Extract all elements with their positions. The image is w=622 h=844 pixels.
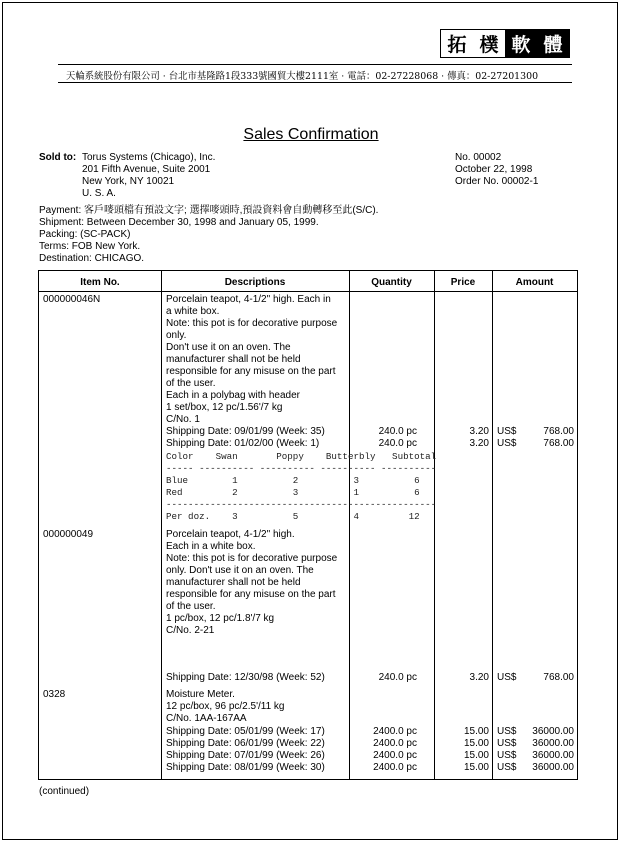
- quantity: 2400.0 pc: [373, 750, 417, 761]
- payment-terms: Payment: 客戶嘜頭檔有預設文字; 選擇嘜頭時,預設資料會自動轉移至此(S/C).: [39, 205, 379, 216]
- table-col-line: [161, 270, 162, 779]
- item-desc-line: 1 set/box, 12 pc/1.56'/7 kg: [166, 402, 283, 413]
- amount: 768.00: [543, 426, 574, 437]
- item-desc-line: of the user.: [166, 601, 216, 612]
- doc-date: October 22, 1998: [455, 164, 533, 175]
- item-desc-line: responsible for any misuse on the part: [166, 366, 336, 377]
- sold-to-line: New York, NY 10021: [82, 176, 175, 187]
- item-desc-line: Each in a polybag with header: [166, 390, 300, 401]
- assortment-row: Blue 1 2 3 6: [166, 475, 420, 486]
- assortment-separator: ----- ---------- ---------- ---------- ----------: [166, 463, 437, 474]
- currency: US$: [497, 426, 517, 437]
- destination: Destination: CHICAGO.: [39, 253, 145, 264]
- item-desc-line: Porcelain teapot, 4-1/2" high. Each in: [166, 294, 331, 305]
- price: 15.00: [463, 726, 489, 737]
- item-number: 000000049: [43, 529, 94, 540]
- item-desc-line: Porcelain teapot, 4-1/2" high.: [166, 529, 295, 540]
- sold-to-line: U. S. A.: [82, 188, 116, 199]
- col-header-amount: Amount: [515, 277, 554, 288]
- doc-number: No. 00002: [455, 152, 502, 163]
- col-header-item: Item No.: [80, 277, 120, 288]
- item-desc-line: C/No. 1: [166, 414, 200, 425]
- assortment-row: Red 2 3 1 6: [166, 487, 420, 498]
- col-header-desc: Descriptions: [224, 277, 286, 288]
- col-header-qty: Quantity: [371, 277, 412, 288]
- shipping-date: Shipping Date: 07/01/99 (Week: 26): [166, 750, 325, 761]
- quantity: 240.0 pc: [378, 426, 417, 437]
- table-border-top: [38, 270, 578, 271]
- amount: 768.00: [543, 438, 574, 449]
- item-desc-line: Note: this pot is for decorative purpose: [166, 553, 338, 564]
- quantity: 2400.0 pc: [373, 726, 417, 737]
- currency: US$: [497, 738, 517, 749]
- continued-note: (continued): [39, 786, 90, 797]
- sold-to-label: Sold to:: [39, 152, 77, 163]
- item-desc-line: manufacturer shall not be held: [166, 354, 301, 365]
- currency: US$: [497, 672, 517, 683]
- page-title: Sales Confirmation: [243, 126, 379, 143]
- quantity: 240.0 pc: [378, 672, 417, 683]
- currency: US$: [497, 750, 517, 761]
- amount: 36000.00: [532, 750, 574, 761]
- item-desc-line: a white box.: [166, 306, 220, 317]
- table-col-line: [434, 270, 435, 779]
- logo-char: 拓: [447, 34, 467, 56]
- table-col-line: [492, 270, 493, 779]
- item-desc-line: of the user.: [166, 378, 216, 389]
- price: 3.20: [469, 438, 489, 449]
- header-rule-top: [58, 64, 572, 65]
- item-desc-line: C/No. 2-21: [166, 625, 215, 636]
- company-line: 天輪系統股份有限公司 · 台北市基隆路1段333號國貿大樓2111室 · 電話：02-27228068 · 傳真：02-27201300: [66, 71, 539, 82]
- order-number: Order No. 00002-1: [455, 176, 539, 187]
- item-desc-line: 1 pc/box, 12 pc/1.8'/7 kg: [166, 613, 275, 624]
- item-number: 0328: [43, 689, 66, 700]
- item-desc-line: 12 pc/box, 96 pc/2.5'/11 kg: [166, 701, 285, 712]
- item-number: 000000046N: [43, 294, 101, 305]
- packing-terms: Packing: (SC-PACK): [39, 229, 131, 240]
- amount: 768.00: [543, 672, 574, 683]
- table-col-line: [38, 270, 39, 779]
- sold-to-line: Torus Systems (Chicago), Inc.: [82, 152, 216, 163]
- table-header-rule: [38, 291, 578, 292]
- item-desc-line: responsible for any misuse on the part: [166, 589, 336, 600]
- amount: 36000.00: [532, 726, 574, 737]
- assortment-separator: -------------------------------------------------: [166, 499, 437, 510]
- shipping-date: Shipping Date: 01/02/00 (Week: 1): [166, 438, 320, 449]
- item-desc-line: only.: [166, 330, 187, 341]
- logo: [440, 29, 570, 58]
- quantity: 2400.0 pc: [373, 738, 417, 749]
- price: 15.00: [463, 762, 489, 773]
- quantity: 2400.0 pc: [373, 762, 417, 773]
- assortment-header: Color Swan Poppy Butterbly Subtotal: [166, 451, 437, 462]
- shipping-date: Shipping Date: 05/01/99 (Week: 17): [166, 726, 325, 737]
- price: 15.00: [463, 738, 489, 749]
- trade-terms: Terms: FOB New York.: [39, 241, 141, 252]
- sold-to-line: 201 Fifth Avenue, Suite 2001: [82, 164, 211, 175]
- item-desc-line: only. Don't use it on an oven. The: [166, 565, 314, 576]
- logo-char: 軟: [505, 30, 537, 57]
- price: 3.20: [469, 426, 489, 437]
- price: 3.20: [469, 672, 489, 683]
- price: 15.00: [463, 750, 489, 761]
- shipping-date: Shipping Date: 08/01/99 (Week: 30): [166, 762, 325, 773]
- header-rule-bottom: [58, 82, 572, 83]
- item-desc-line: Each in a white box.: [166, 541, 256, 552]
- col-header-price: Price: [450, 277, 476, 288]
- table-col-line: [577, 270, 578, 779]
- item-desc-line: manufacturer shall not be held: [166, 577, 301, 588]
- currency: US$: [497, 726, 517, 737]
- amount: 36000.00: [532, 762, 574, 773]
- table-col-line: [349, 270, 350, 779]
- shipping-date: Shipping Date: 06/01/99 (Week: 22): [166, 738, 325, 749]
- item-desc-line: Note: this pot is for decorative purpose: [166, 318, 338, 329]
- amount: 36000.00: [532, 738, 574, 749]
- shipping-date: Shipping Date: 12/30/98 (Week: 52): [166, 672, 325, 683]
- assortment-total: Per doz. 3 5 4 12: [166, 511, 420, 522]
- table-border-bottom: [38, 779, 578, 780]
- logo-char: 體: [537, 30, 569, 57]
- currency: US$: [497, 438, 517, 449]
- item-desc-line: Moisture Meter.: [166, 689, 235, 700]
- shipment-terms: Shipment: Between December 30, 1998 and January 05, 1999.: [39, 217, 319, 228]
- item-desc-line: C/No. 1AA-167AA: [166, 713, 247, 724]
- shipping-date: Shipping Date: 09/01/99 (Week: 35): [166, 426, 325, 437]
- quantity: 240.0 pc: [378, 438, 417, 449]
- item-desc-line: Don't use it on an oven. The: [166, 342, 291, 353]
- logo-char: 樸: [479, 34, 499, 56]
- currency: US$: [497, 762, 517, 773]
